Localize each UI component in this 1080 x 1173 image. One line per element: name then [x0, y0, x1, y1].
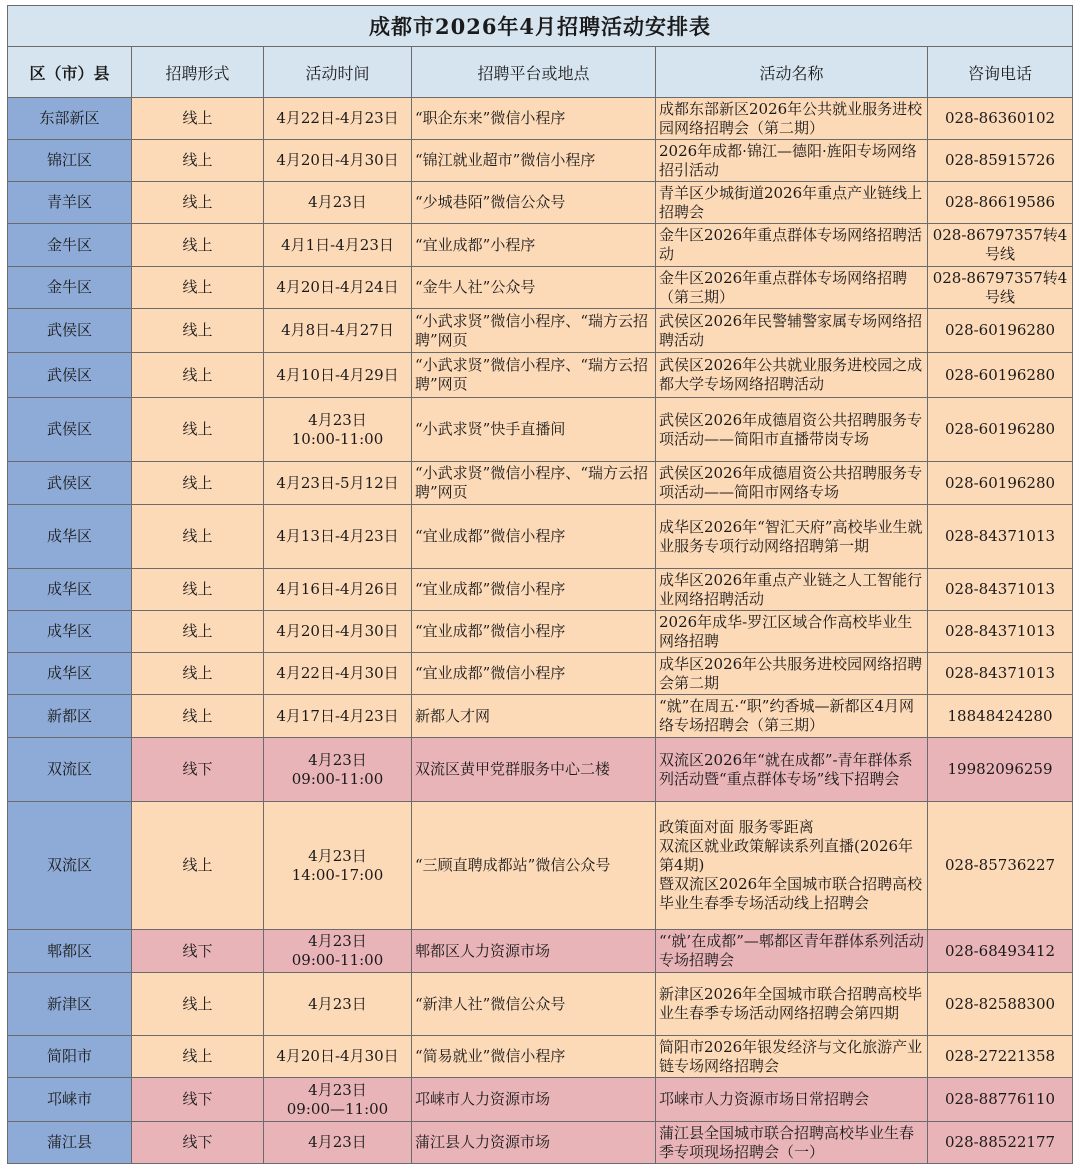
cell-phone: 028-84371013: [928, 569, 1073, 611]
cell-phone: 028-60196280: [928, 309, 1073, 353]
col-header-mode: 招聘形式: [132, 47, 264, 98]
cell-mode: 线上: [132, 140, 264, 182]
cell-district: 武侯区: [8, 353, 132, 398]
cell-event-name: 简阳市2026年银发经济与文化旅游产业链专场网络招聘会: [656, 1036, 928, 1078]
cell-district: 武侯区: [8, 398, 132, 462]
table-row: [8, 569, 1073, 611]
cell-time: 4月23日 10:00-11:00: [264, 398, 412, 462]
cell-mode: 线上: [132, 505, 264, 569]
cell-phone: 19982096259: [928, 738, 1073, 802]
cell-phone: 028-60196280: [928, 462, 1073, 505]
cell-event-name: 武侯区2026年民警辅警家属专场网络招聘活动: [656, 309, 928, 353]
cell-place: “宜业成都”微信小程序: [412, 569, 656, 611]
cell-district: 蒲江县: [8, 1122, 132, 1164]
cell-phone: 028-68493412: [928, 930, 1073, 973]
cell-district: 武侯区: [8, 309, 132, 353]
cell-event-name: 2026年成华-罗江区域合作高校毕业生网络招聘: [656, 611, 928, 653]
cell-district: 青羊区: [8, 182, 132, 224]
cell-event-name: 金牛区2026年重点群体专场网络招聘活动: [656, 224, 928, 267]
table-row: [8, 738, 1073, 802]
cell-place: “简易就业”微信小程序: [412, 1036, 656, 1078]
table-row: [8, 653, 1073, 695]
cell-event-name: 2026年成都·锦江—德阳·旌阳专场网络招引活动: [656, 140, 928, 182]
table-row: [8, 973, 1073, 1036]
cell-place: “宜业成都”小程序: [412, 224, 656, 267]
cell-time: 4月20日-4月24日: [264, 267, 412, 309]
cell-district: 武侯区: [8, 462, 132, 505]
cell-mode: 线上: [132, 695, 264, 738]
table-row: [8, 802, 1073, 930]
cell-place: 郫都区人力资源市场: [412, 930, 656, 973]
cell-time: 4月23日: [264, 182, 412, 224]
cell-mode: 线上: [132, 802, 264, 930]
col-header-district: 区（市）县: [8, 47, 132, 98]
cell-place: “小武求贤”微信小程序、“瑞方云招聘”网页: [412, 462, 656, 505]
cell-district: 双流区: [8, 802, 132, 930]
cell-event-name: 邛崃市人力资源市场日常招聘会: [656, 1078, 928, 1122]
cell-place: “少城巷陌”微信公众号: [412, 182, 656, 224]
table-title: 成都市2026年4月招聘活动安排表: [8, 6, 1073, 47]
cell-district: 新津区: [8, 973, 132, 1036]
cell-time: 4月23日 09:00-11:00: [264, 738, 412, 802]
cell-mode: 线下: [132, 1122, 264, 1164]
cell-event-name: 成都东部新区2026年公共就业服务进校园网络招聘会（第二期）: [656, 98, 928, 140]
cell-mode: 线下: [132, 1078, 264, 1122]
col-header-place: 招聘平台或地点: [412, 47, 656, 98]
header-row: [8, 47, 1073, 98]
cell-place: “三顾直聘成都站”微信公众号: [412, 802, 656, 930]
cell-event-name: 政策面对面 服务零距离 双流区就业政策解读系列直播(2026年第4期) 暨双流区2026年全国城市联合招聘高校毕业生春季专场活动线上招聘会: [656, 802, 928, 930]
cell-mode: 线下: [132, 738, 264, 802]
cell-place: “宜业成都”微信小程序: [412, 505, 656, 569]
cell-phone: 028-60196280: [928, 398, 1073, 462]
cell-phone: 028-84371013: [928, 653, 1073, 695]
cell-mode: 线上: [132, 569, 264, 611]
cell-mode: 线上: [132, 309, 264, 353]
table-body: [8, 98, 1073, 1164]
col-header-event-name: 活动名称: [656, 47, 928, 98]
table-row: [8, 1036, 1073, 1078]
cell-time: 4月23日-5月12日: [264, 462, 412, 505]
cell-time: 4月23日: [264, 1122, 412, 1164]
cell-event-name: “‘就’在成都”—郫都区青年群体系列活动专场招聘会: [656, 930, 928, 973]
table-row: [8, 267, 1073, 309]
cell-event-name: 武侯区2026年成德眉资公共招聘服务专项活动——简阳市网络专场: [656, 462, 928, 505]
cell-time: 4月22日-4月30日: [264, 653, 412, 695]
cell-phone: 028-86797357转4号线: [928, 224, 1073, 267]
cell-mode: 线上: [132, 224, 264, 267]
cell-mode: 线上: [132, 398, 264, 462]
cell-time: 4月23日: [264, 973, 412, 1036]
cell-mode: 线上: [132, 973, 264, 1036]
table-row: [8, 611, 1073, 653]
cell-phone: 028-88776110: [928, 1078, 1073, 1122]
table-row: [8, 505, 1073, 569]
cell-phone: 028-82588300: [928, 973, 1073, 1036]
col-header-phone: 咨询电话: [928, 47, 1073, 98]
cell-district: 成华区: [8, 569, 132, 611]
cell-time: 4月13日-4月23日: [264, 505, 412, 569]
cell-event-name: 双流区2026年“就在成都”-青年群体系列活动暨“重点群体专场”线下招聘会: [656, 738, 928, 802]
cell-district: 郫都区: [8, 930, 132, 973]
cell-district: 成华区: [8, 653, 132, 695]
table-row: [8, 398, 1073, 462]
cell-time: 4月10日-4月29日: [264, 353, 412, 398]
table-row: [8, 1078, 1073, 1122]
table-row: [8, 309, 1073, 353]
cell-time: 4月20日-4月30日: [264, 140, 412, 182]
table-row: [8, 353, 1073, 398]
table-row: [8, 98, 1073, 140]
cell-time: 4月23日 14:00-17:00: [264, 802, 412, 930]
cell-time: 4月16日-4月26日: [264, 569, 412, 611]
cell-district: 双流区: [8, 738, 132, 802]
cell-event-name: 蒲江县全国城市联合招聘高校毕业生春季专项现场招聘会（一）: [656, 1122, 928, 1164]
cell-mode: 线上: [132, 611, 264, 653]
cell-place: 蒲江县人力资源市场: [412, 1122, 656, 1164]
cell-mode: 线下: [132, 930, 264, 973]
cell-time: 4月1日-4月23日: [264, 224, 412, 267]
cell-district: 锦江区: [8, 140, 132, 182]
cell-phone: 028-88522177: [928, 1122, 1073, 1164]
cell-place: “锦江就业超市”微信小程序: [412, 140, 656, 182]
cell-place: “宜业成都”微信小程序: [412, 611, 656, 653]
cell-event-name: 新津区2026年全国城市联合招聘高校毕业生春季专场活动网络招聘会第四期: [656, 973, 928, 1036]
cell-phone: 028-84371013: [928, 505, 1073, 569]
cell-mode: 线上: [132, 1036, 264, 1078]
cell-time: 4月8日-4月27日: [264, 309, 412, 353]
cell-place: “金牛人社”公众号: [412, 267, 656, 309]
schedule-table: [7, 5, 1073, 1164]
cell-district: 邛崃市: [8, 1078, 132, 1122]
cell-time: 4月22日-4月23日: [264, 98, 412, 140]
cell-district: 金牛区: [8, 224, 132, 267]
cell-event-name: 青羊区少城街道2026年重点产业链线上招聘会: [656, 182, 928, 224]
cell-event-name: 成华区2026年重点产业链之人工智能行业网络招聘活动: [656, 569, 928, 611]
cell-mode: 线上: [132, 353, 264, 398]
cell-phone: 028-86360102: [928, 98, 1073, 140]
cell-phone: 028-85736227: [928, 802, 1073, 930]
cell-place: 新都人才网: [412, 695, 656, 738]
cell-mode: 线上: [132, 653, 264, 695]
cell-district: 东部新区: [8, 98, 132, 140]
cell-phone: 028-84371013: [928, 611, 1073, 653]
cell-mode: 线上: [132, 98, 264, 140]
cell-phone: 028-86797357转4号线: [928, 267, 1073, 309]
cell-event-name: 成华区2026年公共服务进校园网络招聘会第二期: [656, 653, 928, 695]
cell-event-name: “就”在周五·“职”约香城—新都区4月网络专场招聘会（第三期）: [656, 695, 928, 738]
cell-time: 4月20日-4月30日: [264, 611, 412, 653]
cell-time: 4月23日 09:00—11:00: [264, 1078, 412, 1122]
cell-event-name: 金牛区2026年重点群体专场网络招聘（第三期）: [656, 267, 928, 309]
cell-place: “小武求贤”微信小程序、“瑞方云招聘”网页: [412, 309, 656, 353]
table-row: [8, 140, 1073, 182]
cell-place: 双流区黄甲党群服务中心二楼: [412, 738, 656, 802]
table-row: [8, 462, 1073, 505]
col-header-time: 活动时间: [264, 47, 412, 98]
cell-phone: 028-27221358: [928, 1036, 1073, 1078]
cell-time: 4月20日-4月30日: [264, 1036, 412, 1078]
cell-district: 成华区: [8, 611, 132, 653]
cell-phone: 028-85915726: [928, 140, 1073, 182]
cell-time: 4月23日 09:00-11:00: [264, 930, 412, 973]
cell-mode: 线上: [132, 267, 264, 309]
cell-district: 简阳市: [8, 1036, 132, 1078]
table-row: [8, 1122, 1073, 1164]
table-row: [8, 930, 1073, 973]
table-row: [8, 695, 1073, 738]
cell-district: 新都区: [8, 695, 132, 738]
cell-place: “小武求贤”快手直播间: [412, 398, 656, 462]
cell-place: “小武求贤”微信小程序、“瑞方云招聘”网页: [412, 353, 656, 398]
cell-event-name: 武侯区2026年公共就业服务进校园之成都大学专场网络招聘活动: [656, 353, 928, 398]
cell-mode: 线上: [132, 182, 264, 224]
cell-mode: 线上: [132, 462, 264, 505]
cell-event-name: 武侯区2026年成德眉资公共招聘服务专项活动——简阳市直播带岗专场: [656, 398, 928, 462]
cell-place: 邛崃市人力资源市场: [412, 1078, 656, 1122]
cell-district: 成华区: [8, 505, 132, 569]
cell-place: “宜业成都”微信小程序: [412, 653, 656, 695]
cell-time: 4月17日-4月23日: [264, 695, 412, 738]
cell-place: “职企东来”微信小程序: [412, 98, 656, 140]
cell-event-name: 成华区2026年“智汇天府”高校毕业生就业服务专项行动网络招聘第一期: [656, 505, 928, 569]
cell-phone: 028-86619586: [928, 182, 1073, 224]
cell-phone: 028-60196280: [928, 353, 1073, 398]
cell-district: 金牛区: [8, 267, 132, 309]
table-row: [8, 224, 1073, 267]
cell-place: “新津人社”微信公众号: [412, 973, 656, 1036]
table-row: [8, 182, 1073, 224]
cell-phone: 18848424280: [928, 695, 1073, 738]
